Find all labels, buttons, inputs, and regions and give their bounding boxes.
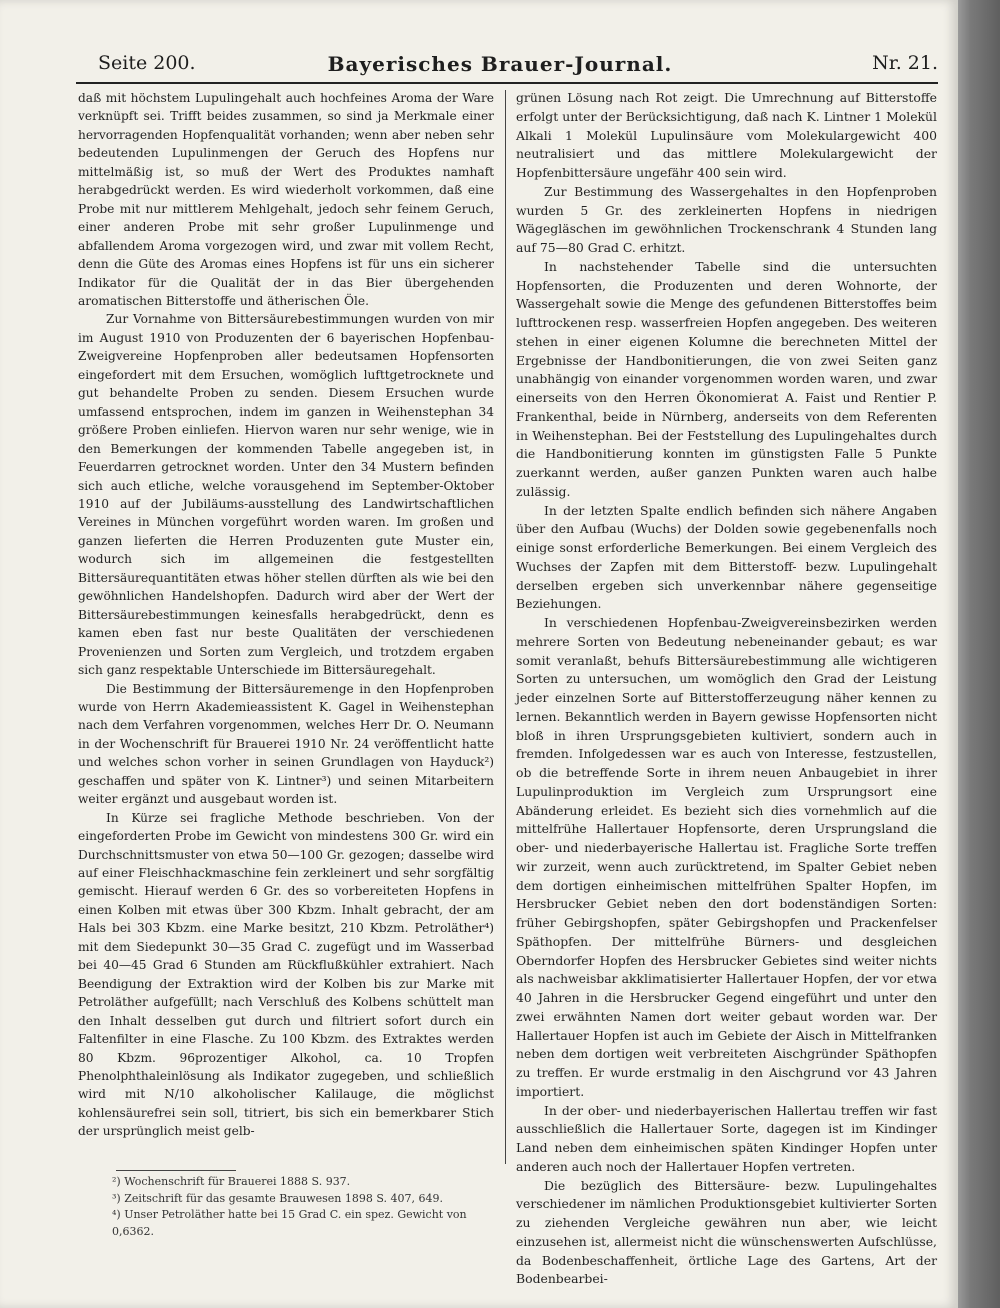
- issue-number: Nr. 21.: [872, 52, 938, 74]
- paragraph: Die bezüglich des Bittersäure- bezw. Lupulingehaltes verschiedener im nämlichen Produktionsgebiet kultivierter Sorten zu ziehenden Vergleiche gewähren nun aber, wie leicht einzusehen ist, allermeist nicht die wünschenswerten Aufschlüsse, da Bodenbeschaffenheit, örtliche Lage des Gartens, Art der Bodenbearbei-: [516, 1177, 937, 1287]
- journal-title: Bayerisches Brauer-Journal.: [327, 52, 673, 76]
- footnote-rule: [116, 1170, 236, 1171]
- paragraph: grünen Lösung nach Rot zeigt. Die Umrechnung auf Bitterstoffe erfolgt unter der Berücksichtigung, daß nach K. Lintner 1 Molekül Alkali 1 Molekül Lupulinsäure vom Molekulargewicht 400 neutralisiert und das mittlere Molekulargewicht der Hopfenbittersäure ungefähr 400 sein wird.: [516, 90, 937, 180]
- paragraph: In verschiedenen Hopfenbau-Zweigvereinsbezirken werden mehrere Sorten von Bedeutung nebeneinander gebaut; es war somit veranlaßt, behufs Bittersäurebestimmung alle wichtigeren Sorten zu untersuchen, um womöglich den Grad der Leistung jeder einzelnen Sorte auf Bitterstofferzeugung näher kennen zu lernen. Bekanntlich werden in Bayern gewisse Hopfensorten nicht bloß in ihren Ursprungsgebieten kultiviert, sondern auch in fremden. Infolgedessen war es auch von Interesse, festzustellen, ob die betreffende Sorte in ihrem neuen Anbaugebiet in ihrer Lupulinproduktion im Vergleich zum Ursprungsort eine Abänderung erleidet. Es bezieht sich dies vornehmlich auf die mittelfrühe Hallertauer Hopfensorte, deren Ursprungsland die ober- und niederbayerische Hallertau ist. Fragliche Sorte treffen wir zurzeit, wenn auch zurücktretend, im Spalter Gebiet neben dem dortigen einheimischen mittelfrühen Spalter Hopfen, im Hersbrucker Gebiet neben den dort bodenständigen Sorten: früher Gebirgshopfen, später Gebirgshopfen und Prackenfelser Späthopfen. Der mittelfrühe Bürners- und desgleichen Oberndorfer Hopfen des Hersbrucker Gebietes sind weiter nichts als nachweisbar akklimatisierter Hallertauer Hopfen, der vor etwa 40 Jahren in die Hersbrucker Gegend eingeführt und unter den zwei erwähnten Namen dort weiter gebaut worden war. Der Hallertauer Hopfen ist auch im Gebiete der Aisch in Mittelfranken neben dem dortigen weit verbreiteten Aischgründer Späthopfen zu treffen. Er wurde erstmalig in den Aischgrund vor 43 Jahren importiert.: [516, 615, 937, 1099]
- paragraph: daß mit höchstem Lupulingehalt auch hochfeines Aroma der Ware verknüpft sei. Trifft beides zusammen, so sind ja Merkmale einer hervorragenden Hopfenqualität vorhanden; wenn aber neben sehr bedeutenden Lupulinmengen der Geruch des Hopfens nur mittelmäßig ist, so muß der Wert des Produktes namhaft herabgedrückt werden. Es wird wiederholt vorkommen, daß eine Probe mit nur mittlerem Mehlgehalt, jedoch sehr feinem Geruch, einer anderen Probe mit sehr großer Lupulinmenge und abfallendem Aroma vorgezogen wird, und zwar mit vollem Recht, denn die Güte des Aromas eines Hopfens ist für uns ein sicherer Indikator für die Qualität der in das Bier übergehenden aromatischen Bitterstoffe und ätherischen Öle.: [78, 91, 494, 308]
- paragraph: In nachstehender Tabelle sind die untersuchten Hopfensorten, die Produzenten und deren Wohnorte, der Wassergehalt sowie die Menge des gefundenen Bitterstoffes beim lufttrockenen resp. wasserfreien Hopfen angegeben. Des weiteren stehen in einer eigenen Kolumne die berechneten Mittel der Ergebnisse der Handbonitierungen, die von zwei Seiten ganz unabhängig von einander vorgenommen worden waren, und zwar einerseits von den Herren Ökonomierat A. Faist und Rentier P. Frankenthal, beide in Nürnberg, anderseits von dem Referenten in Weihenstephan. Bei der Feststellung des Lupulingehaltes durch die Handbonitierung konnten im günstigsten Falle 5 Punkte zuerkannt werden, außer ganzen Punkten waren auch halbe zulässig.: [516, 258, 937, 499]
- footnote: ²) Wochenschrift für Brauerei 1888 S. 937.: [112, 1175, 351, 1188]
- paragraph: In der letzten Spalte endlich befinden sich nähere Angaben über den Aufbau (Wuchs) der Dolden sowie gegebenenfalls noch einige sonst erforderliche Bemerkungen. Bei einem Vergleich des Wuchses der Zapfen mit dem Bitterstoff- bezw. Lupulingehalt derselben ergeben sich unverkennbar nähere gegenseitige Beziehungen.: [516, 502, 937, 612]
- column-divider: [505, 90, 506, 1164]
- left-column: [78, 89, 494, 1141]
- footnotes: [78, 1174, 494, 1240]
- footnote: ⁴) Unser Petroläther hatte bei 15 Grad C. ein spez. Gewicht von 0,6362.: [112, 1208, 467, 1238]
- page-number: Seite 200.: [98, 52, 196, 74]
- paragraph: Zur Bestimmung des Wassergehaltes in den Hopfenproben wurden 5 Gr. des zerkleinerten Hopfens in niedrigen Wägegläschen im gewöhnlichen Trockenschrank 4 Stunden lang auf 75—80 Grad C. erhitzt.: [516, 183, 937, 255]
- book-page-edge: [958, 0, 1000, 1308]
- right-column: [516, 89, 937, 1289]
- footnote: ³) Zeitschrift für das gesamte Brauwesen 1898 S. 407, 649.: [112, 1191, 443, 1205]
- paragraph: In Kürze sei fragliche Methode beschrieben. Von der eingeforderten Probe im Gewicht von mindestens 300 Gr. wird ein Durchschnittsmuster von etwa 50—100 Gr. gezogen; dasselbe wird auf einer Fleischhackmaschine fein zerkleinert und sehr sorgfältig gemischt. Hierauf werden 6 Gr. des so vorbereiteten Hopfens in einen Kolben mit etwas über 300 Kbzm. Inhalt gebracht, der am Hals bei 303 Kbzm. eine Marke besitzt, 210 Kbzm. Petroläther⁴) mit dem Siedepunkt 30—35 Grad C. zugefügt und im Wasserbad bei 40—45 Grad 6 Stunden am Rückflußkühler extrahiert. Nach Beendigung der Extraktion wird der Kolben bis zur Marke mit Petroläther aufgefüllt; nach Verschluß des Kolbens schüttelt man den Inhalt desselben gut durch und filtriert sofort durch ein Faltenfilter in eine Flasche. Zu 100 Kbzm. des Extraktes werden 80 Kbzm. 96prozentiger Alkohol, ca. 10 Tropfen Phenolphthaleinlösung als Indikator zugegeben, und schließlich wird mit N/10 alkoholischer Kalilauge, die möglichst kohlensäurefrei sein soll, titriert, bis sich ein bemerkbarer Stich der ursprünglich meist gelb-: [78, 810, 494, 1139]
- paragraph: In der ober- und niederbayerischen Hallertau treffen wir fast ausschließlich die Hallertauer Sorte, dagegen ist im Kindinger Land neben dem einheimischen späten Kindinger Hopfen unter anderen auch noch der Hallertauer Hopfen vertreten.: [516, 1102, 937, 1174]
- header-rule: [76, 82, 938, 84]
- paragraph: Zur Vornahme von Bittersäurebestimmungen wurden von mir im August 1910 von Produzenten der 6 bayerischen Hopfenbau-Zweigvereine Hopfenproben aller bedeutsamen Hopfensorten eingefordert mit dem Ersuchen, womöglich lufttgetrocknete und gut behandelte Proben zu senden. Diesem Ersuchen wurde umfassend entsprochen, indem im ganzen in Weihenstephan 34 größere Proben einliefen. Hiervon waren nur sehr wenige, wie in den Bemerkungen der kommenden Tabelle angegeben ist, in Feuerdarren getrocknet worden. Unter den 34 Mustern befinden sich auch etliche, welche vorausgehend im September-Oktober 1910 auf der Jubiläums-ausstellung des Landwirtschaftlichen Vereines in München vorgeführt worden waren. Im großen und ganzen lieferten die Herren Produzenten gute Muster ein, wodurch sich im allgemeinen die festgestellten Bittersäurequantitäten etwas höher stellen dürften als wie bei den gewöhnlichen Handelshopfen. Dadurch wird aber der Wert der Bittersäurebestimmungen keinesfalls herabgedrückt, denn es kamen eben fast nur beste Qualitäten der verschiedenen Provenienzen und Sorten zum Vergleich, und trotzdem ergaben sich ganz respektable Unterschiede im Bittersäuregehalt.: [78, 312, 494, 678]
- paragraph: Die Bestimmung der Bittersäuremenge in den Hopfenproben wurde von Herrn Akademieassistent K. Gagel in Weihenstephan nach dem Verfahren vorgenommen, welches Herr Dr. O. Neumann in der Wochenschrift für Brauerei 1910 Nr. 24 veröffentlicht hatte und welches schon vorher in seinen Grundlagen von Hayduck²) geschaffen und später von K. Lintner³) und seinen Mitarbeitern weiter ergänzt und ausgebaut worden ist.: [78, 681, 494, 807]
